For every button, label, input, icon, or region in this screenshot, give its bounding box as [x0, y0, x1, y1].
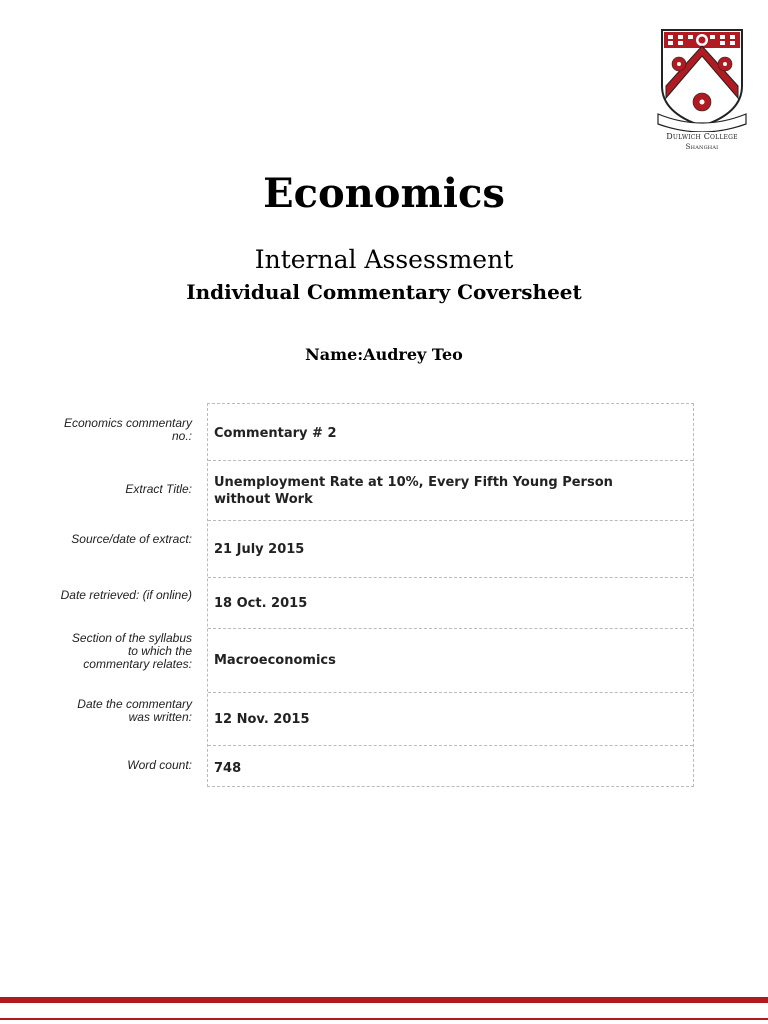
field-syllabus-section[interactable]: Macroeconomics — [214, 653, 336, 668]
form-row-date-written — [208, 693, 693, 746]
label-word-count: Word count: — [127, 758, 192, 772]
student-name: Name:Audrey Teo — [305, 345, 463, 364]
field-date-written[interactable]: 12 Nov. 2015 — [214, 712, 310, 727]
form-row-source-date — [208, 521, 693, 578]
crest-shield-icon — [652, 28, 752, 132]
field-word-count[interactable]: 748 — [214, 761, 242, 776]
field-commentary-no[interactable]: Commentary # 2 — [214, 426, 337, 441]
page-title: Economics — [263, 170, 505, 217]
label-source-date: Source/date of extract: — [71, 532, 192, 546]
coversheet-form — [207, 403, 694, 787]
form-row-date-retrieved — [208, 578, 693, 629]
label-date-written: Date the commentary was written: — [77, 697, 192, 724]
form-row-syllabus-section — [208, 629, 693, 693]
footer-band-thick — [0, 997, 768, 1003]
field-source-date[interactable]: 21 July 2015 — [214, 542, 305, 557]
page-subheading: Individual Commentary Coversheet — [186, 280, 582, 304]
label-commentary-no: Economics commentary no.: — [63, 416, 192, 443]
field-extract-title[interactable]: Unemployment Rate at 10%, Every Fifth Young Person without Work — [214, 475, 613, 507]
footer-band-thin — [0, 1018, 768, 1020]
field-date-retrieved[interactable]: 18 Oct. 2015 — [214, 596, 308, 611]
page-subtitle: Internal Assessment — [254, 245, 514, 274]
label-date-retrieved: Date retrieved: (if online) — [60, 588, 192, 602]
form-row-extract-title — [208, 461, 693, 521]
crest-caption-line2: Shanghai — [685, 143, 719, 151]
label-syllabus-section: Section of the syllabus to which the commentary relates: — [71, 631, 192, 671]
label-extract-title: Extract Title: — [125, 482, 192, 496]
school-crest — [652, 28, 752, 158]
form-row-word-count — [208, 746, 693, 788]
crest-caption-line1: Dulwich College — [666, 132, 738, 141]
form-row-commentary-no — [208, 404, 693, 461]
